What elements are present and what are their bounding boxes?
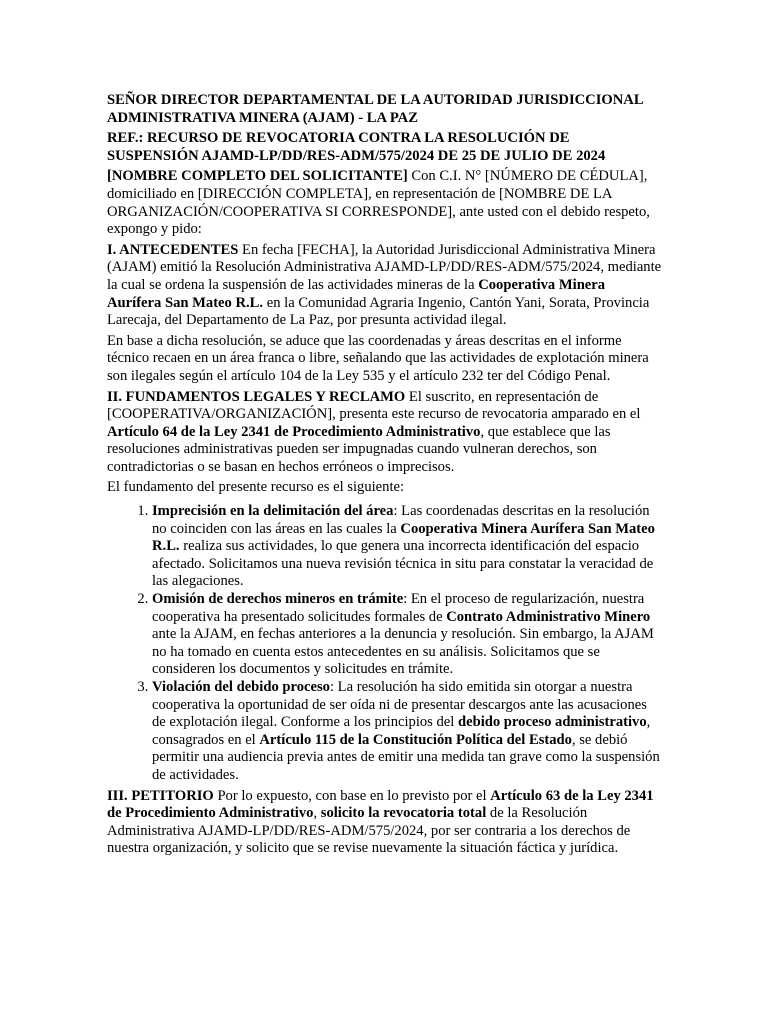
petitorio-request: solicito la revocatoria total [320,805,487,822]
ground-text: realiza sus actividades, lo que genera una incorrecta identificación del espacio afectado. Solicitamos una nueva revisión técnica in situ para constatar la veracidad de las alegaciones. [152,538,654,590]
grounds-list [107,503,662,785]
law-article-63: Artículo 63 de la Ley 2341 de Procedimiento Administrativo [107,787,654,822]
antecedentes-paragraph-2: En base a dicha resolución, se aduce que las coordenadas y áreas descritas en el informe técnico recaen en un área franca o libre, señalando que las actividades de explotación minera son ilegales según el artículo 104 de la Ley 535 y el artículo 232 ter del Código Penal. [107,332,649,384]
law-article-64: Artículo 64 de la Ley 2341 de Procedimiento Administrativo [107,423,481,440]
ground-bold: Cooperativa Minera Aurífera San Mateo R.L. [152,520,655,555]
section-heading-antecedentes: I. ANTECEDENTES [107,241,239,258]
ground-text: : La resolución ha sido emitida sin otorgar a nuestra cooperativa la oportunidad de ser oída ni de presentar descargos ante las acusaciones de explotación ilegal. Conforme a los principios del [152,679,647,731]
section-heading-fundamentos: II. FUNDAMENTOS LEGALES Y RECLAMO [107,388,406,405]
antecedentes-paragraph [107,242,662,330]
ground-text: : Las coordenadas descritas en la resolución no coinciden con las áreas en las cuales la [152,503,650,537]
fundamentos-paragraph [107,389,662,477]
ground-text: , se debió permitir una audiencia previa antes de emitir una medida tan grave como la suspensión de actividades. [152,731,660,783]
petitorio-paragraph [107,788,662,858]
addressee-heading: SEÑOR DIRECTOR DEPARTAMENTAL DE LA AUTORIDAD JURISDICCIONAL ADMINISTRATIVA MINERA (AJAM) - LA PAZ [107,92,643,126]
ground-title: Omisión de derechos mineros en trámite [152,591,404,608]
fundamentos-text-cont: , que establece que las resoluciones administrativas pueden ser impugnadas cuando vulneran derechos, son contradictorias o se basan en hechos erróneos o imprecisos. [107,423,611,475]
list-item [152,679,662,785]
cooperative-name: Cooperativa Minera Aurífera San Mateo R.L. [107,276,606,311]
ground-text: : En el proceso de regularización, nuestra cooperativa ha presentado solicitudes formales de [152,591,645,625]
fundamentos-text: El suscrito, en representación de [COOPERATIVA/ORGANIZACIÓN], presenta este recurso de revocatoria amparado en el [107,388,641,423]
petitorio-text: Por lo expuesto, con base en lo previsto por el [213,787,491,804]
ground-text: , consagrados en el [152,714,651,748]
intro-paragraph [107,168,662,238]
section-heading-petitorio: III. PETITORIO [107,787,214,804]
ground-title: Imprecisión en la delimitación del área [152,503,394,520]
antecedentes-text-cont: en la Comunidad Agraria Ingenio, Cantón Yani, Sorata, Provincia Larecaja, del Departamento de La Paz, por presunta actividad ilegal. [107,294,650,329]
petitorio-text-cont: de la Resolución Administrativa AJAMD-LP/DD/RES-ADM/575/2024, por ser contraria a los derechos de nuestra organización, y solicito que se revise nuevamente la situación fáctica y jurídica. [107,805,631,857]
fundamentos-intro: El fundamento del presente recurso es el siguiente: [107,479,405,496]
petitorio-text: , [313,805,321,822]
intro-text: Con C.I. N° [NÚMERO DE CÉDULA], domiciliado en [DIRECCIÓN COMPLETA], en representación de [NOMBRE DE LA ORGANIZACIÓN/COOPERATIVA SI CORRESPONDE], ante usted con el debido respeto, expongo y pido: [107,168,650,238]
ground-title: Violación del debido proceso [152,679,330,695]
ground-text: ante la AJAM, en fechas anteriores a la denuncia y resolución. Sin embargo, la AJAM no ha tomado en cuenta estos antecedentes en su análisis. Solicitamos que se consideren los documentos y solicitudes en trámite. [152,626,654,678]
reference-line: REF.: RECURSO DE REVOCATORIA CONTRA LA RESOLUCIÓN DE SUSPENSIÓN AJAMD-LP/DD/RES-ADM/575/2024 DE 25 DE JULIO DE 2024 [107,130,606,164]
applicant-name-placeholder: [NOMBRE COMPLETO DEL SOLICITANTE] [107,168,408,185]
ground-bold: debido proceso administrativo [457,714,647,731]
ground-bold: Contrato Administrativo Minero [446,608,651,625]
list-item [152,591,662,679]
list-item [152,503,662,591]
antecedentes-text: En fecha [FECHA], la Autoridad Jurisdiccional Administrativa Minera (AJAM) emitió la Resolución Administrativa AJAMD-LP/DD/RES-ADM/575/2024, mediante la cual se ordena la suspensión de las actividades mineras de la [107,241,662,293]
ground-bold: Artículo 115 de la Constitución Política del Estado [259,731,572,748]
